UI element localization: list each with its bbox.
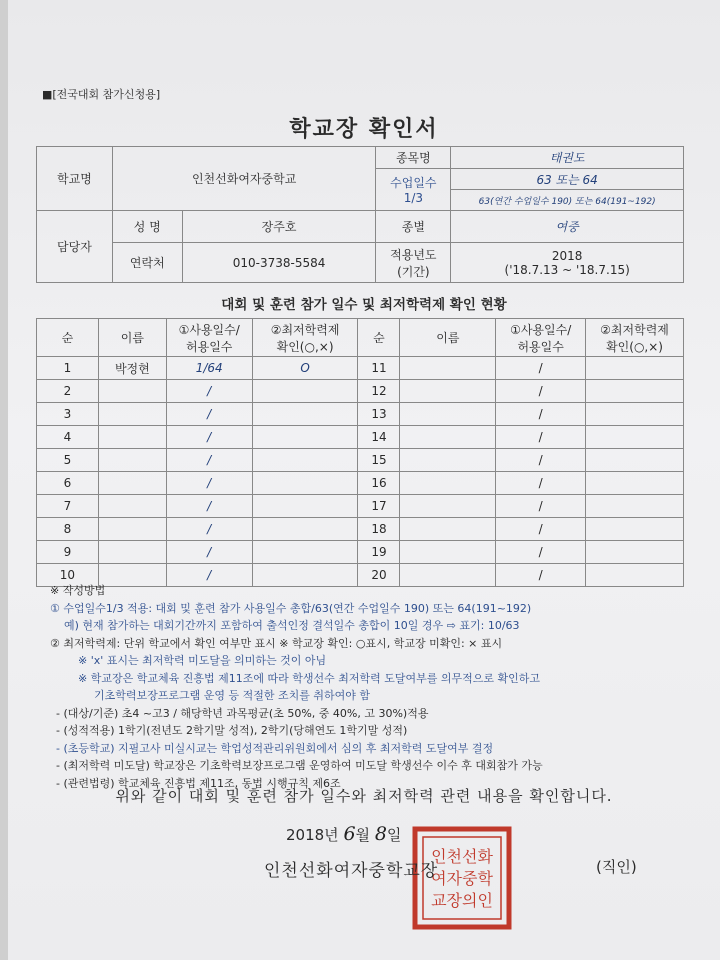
table-row [37,518,684,541]
table-row [37,495,684,518]
row-academic [252,380,358,403]
row-academic [252,472,358,495]
table-row [37,426,684,449]
event-label: 종목명 [376,147,451,169]
note-line: - (성적적용) 1학기(전년도 2학기말 성적), 2학기(당해연도 1학기말 성적) [56,724,408,737]
note-line: - (대상/기준) 초4 ~고3 / 해당학년 과목평균(초 50%, 중 40%, 고 30%)적용 [56,706,429,720]
note-line: ※ 작성방법 [50,584,106,597]
row-no: 4 [37,426,99,449]
svg-text:여자중학: 여자중학 [431,869,493,888]
row-days: / [496,426,586,449]
row-academic [586,426,684,449]
row-name [98,518,166,541]
row-days: / [166,564,252,587]
note-line: 예) 현재 참가하는 대회기간까지 포함하여 출석인정 결석일수 총합이 10일 경우 ⇨ 표기: 10/63 [64,619,520,632]
row-name [98,426,166,449]
instructions [50,582,690,792]
section-subtitle: 대회 및 훈련 참가 일수 및 최저학력제 확인 현황 [221,297,507,313]
row-name [400,403,496,426]
row-days: 1/64 [166,357,252,380]
row-no: 8 [37,518,99,541]
row-days: / [166,449,252,472]
row-name [400,472,496,495]
seal-label: (직인) [596,858,637,876]
year-value: 2018 ('18.7.13 ~ '18.7.15) [451,243,684,283]
signer-name: 인천선화여자중학교장 [264,861,439,881]
row-academic [586,472,684,495]
table-row [37,541,684,564]
row-no: 5 [37,449,99,472]
row-name [98,541,166,564]
row-days: / [166,380,252,403]
table-row [37,380,684,403]
row-days: / [166,541,252,564]
days-value-detail: 63(연간 수업일수 190) 또는 64(191~192) [451,190,684,211]
table-row [37,449,684,472]
row-no: 18 [358,518,400,541]
row-days: / [496,449,586,472]
row-no: 20 [358,564,400,587]
manager-phone-label: 연락처 [112,243,182,283]
manager-name: 장주호 [182,211,376,243]
row-name [400,426,496,449]
row-no: 2 [37,380,99,403]
row-academic: O [252,357,358,380]
svg-text:교장의인: 교장의인 [431,891,493,910]
row-name [98,403,166,426]
row-no: 9 [37,541,99,564]
note-line: ※ 학교장은 학교체육 진흥법 제11조에 따라 학생선수 최저학력 도달여부를 의무적으로 확인하고 [78,671,540,685]
days-value: 63 또는 64 [451,169,684,190]
row-days: / [496,472,586,495]
note-line: - (초등학교) 지필고사 미실시교는 학업성적관리위원회에서 심의 후 최저학력 도달여부 결정 [56,741,494,755]
row-academic [252,403,358,426]
form-tag: ■[전국대회 참가신청용] [42,88,161,101]
year-label: 적용년도 (기간) [376,243,451,283]
row-name [98,472,166,495]
row-days: / [166,426,252,449]
row-academic [586,541,684,564]
row-no: 11 [358,357,400,380]
manager-label: 담당자 [37,211,113,283]
col-academic: ②최저학력제 확인(○,×) [586,319,684,357]
row-days: / [496,403,586,426]
col-name: 이름 [98,319,166,357]
note-line: ※ 'x' 표시는 최저학력 미도달을 의미하는 것이 아님 [78,654,327,667]
row-no: 7 [37,495,99,518]
issue-date: 2018년 6월 8일 [286,823,402,845]
row-academic [252,495,358,518]
row-name [400,495,496,518]
manager-name-label: 성 명 [112,211,182,243]
col-days: ①사용일수/ 허용일수 [496,319,586,357]
document-title: 학교장 확인서 [289,117,439,142]
svg-text:인천선화: 인천선화 [431,847,493,866]
row-days: / [166,495,252,518]
gender-label: 종별 [376,211,451,243]
row-name [400,449,496,472]
document-sheet [8,0,720,960]
row-name [98,449,166,472]
row-no: 1 [37,357,99,380]
row-name [98,495,166,518]
row-academic [252,518,358,541]
note-line: - (최저학력 미도달) 학교장은 기초학력보장프로그램 운영하여 미도달 학생선수 이수 후 대회참가 가능 [56,759,543,772]
row-no: 3 [37,403,99,426]
gender-value: 여중 [451,211,684,243]
row-no: 13 [358,403,400,426]
row-academic [252,541,358,564]
note-line: ① 수업일수1/3 적용: 대회 및 훈련 참가 사용일수 총합/63(연간 수업일수 190) 또는 64(191~192) [50,601,532,615]
row-name [400,380,496,403]
row-days: / [496,541,586,564]
row-days: / [496,357,586,380]
row-name [400,518,496,541]
col-no: 순 [37,319,99,357]
note-line: - (관련법령) 학교체육 진흥법 제11조, 동법 시행규칙 제6조 [56,776,341,790]
col-no: 순 [358,319,400,357]
row-days: / [166,403,252,426]
row-days: / [496,495,586,518]
row-academic [586,495,684,518]
row-name: 박정현 [98,357,166,380]
row-days: / [496,380,586,403]
event-value: 태권도 [451,147,684,169]
col-name: 이름 [400,319,496,357]
row-days: / [496,518,586,541]
note-line: ② 최저학력제: 단위 학교에서 확인 여부만 표시 ※ 학교장 확인: ○표시, 학교장 미확인: × 표시 [50,636,503,650]
table-row [37,357,684,380]
row-no: 15 [358,449,400,472]
row-no: 16 [358,472,400,495]
row-academic [252,449,358,472]
days-label: 수업일수 1/3 [376,169,451,211]
note-line: 기초학력보장프로그램 운영 등 적절한 조치를 취하여야 함 [94,689,371,702]
row-academic [252,426,358,449]
row-days: / [166,472,252,495]
row-days: / [496,564,586,587]
row-academic [586,403,684,426]
row-academic [586,380,684,403]
participation-table [36,318,684,587]
row-no: 12 [358,380,400,403]
row-no: 17 [358,495,400,518]
table-row [37,403,684,426]
row-no: 14 [358,426,400,449]
row-name [98,380,166,403]
header-table [36,146,684,283]
row-name [400,541,496,564]
col-days: ①사용일수/ 허용일수 [166,319,252,357]
row-academic [586,518,684,541]
row-no: 6 [37,472,99,495]
row-academic [586,357,684,380]
table-row [37,472,684,495]
school-label: 학교명 [37,147,113,211]
row-name [400,357,496,380]
row-days: / [166,518,252,541]
row-academic [586,449,684,472]
row-no: 19 [358,541,400,564]
confirmation-statement: 위와 같이 대회 및 훈련 참가 일수와 최저학력 관련 내용을 확인합니다. [115,787,613,805]
col-academic: ②최저학력제 확인(○,×) [252,319,358,357]
manager-phone: 010-3738-5584 [182,243,376,283]
school-name: 인천선화여자중학교 [112,147,376,211]
row-no: 10 [37,564,99,587]
